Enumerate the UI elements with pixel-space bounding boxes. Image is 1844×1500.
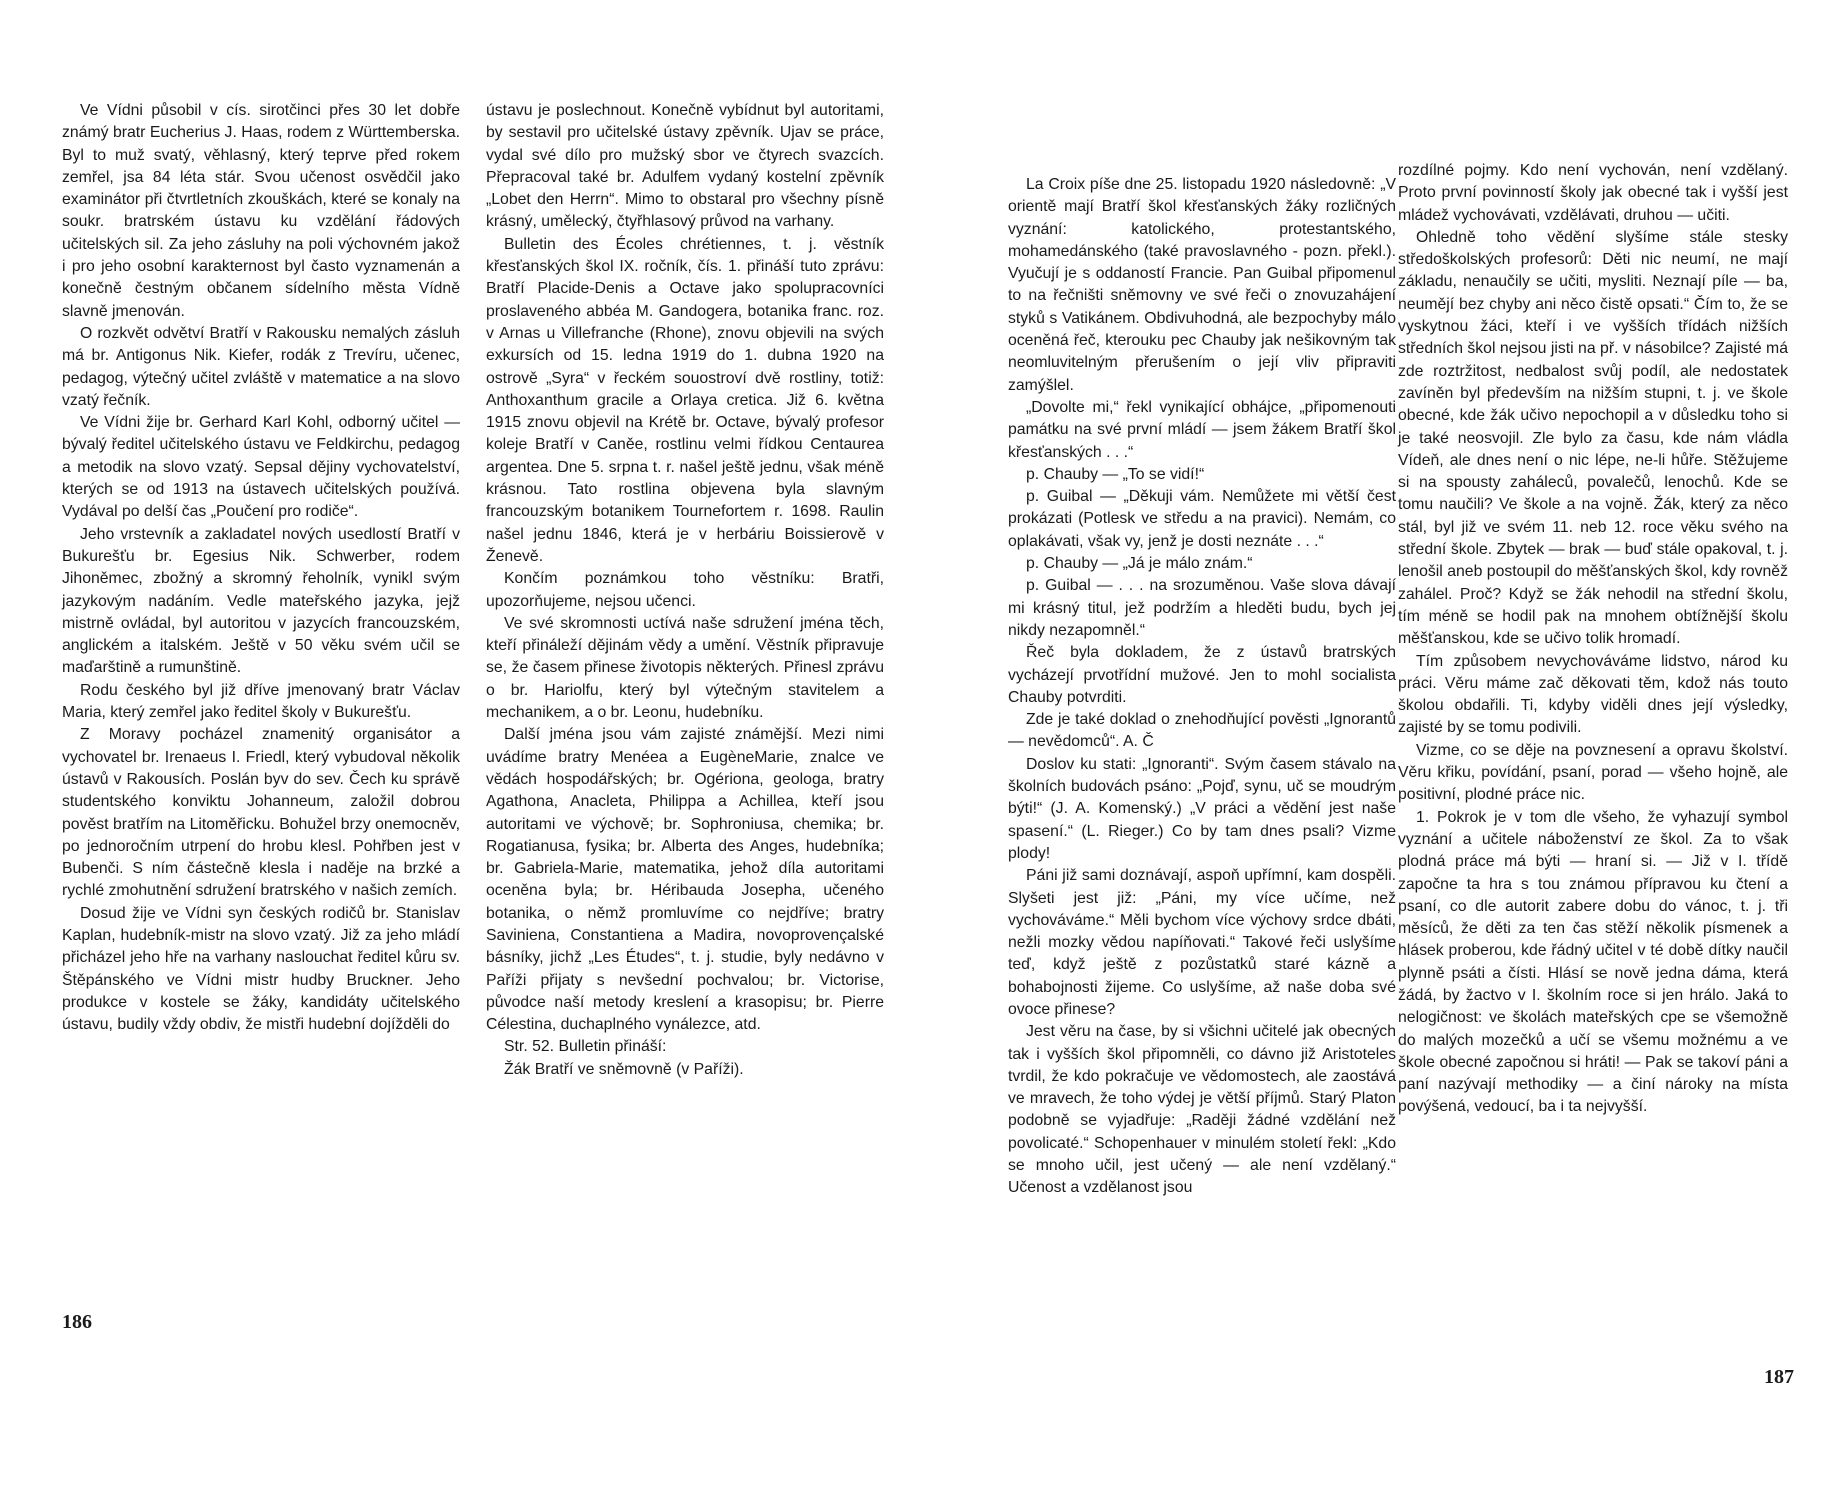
paragraph: „Dovolte mi,“ řekl vynikající obhájce, „připomenouti památku na své první mládí — jsem žákem Bratří škol křesťanských . . .“ [1008, 398, 1396, 461]
paragraph: Ve Vídni působil v cís. sirotčinci přes 30 let dobře známý bratr Eucherius J. Haas, rodem z Württemberska. Byl to muž svatý, věhlasný, který teprve před rokem zemřel, jsa 84 léta stár. Svou učenost osvědčil jako examinátor při čtvrtletních zkouškách, které se konaly na soukr. bratrském ústavu ku vzdělání řádových učitelských sil. Za jeho zásluhy na poli výchovném jakož i pro jeho osobní karakternost byl často vyznamenán a konečně čestným občanem sídelního města Vídně slavně jmenován. [62, 102, 460, 320]
paragraph: Rodu českého byl již dříve jmenovaný bratr Václav Maria, který zemřel jako ředitel školy v Bukurešťu. [62, 681, 460, 722]
page-number: 187 [1764, 1366, 1794, 1388]
paragraph: p. Guibal — „Děkuji vám. Nemůžete mi větší čest prokázati (Potlesk ve středu a na pravici). Nemám, co oplakávati, však vy, jenž je dosti neznáte . . .“ [1008, 488, 1396, 550]
paragraph: Další jména jsou vám zajisté známější. Mezi nimi uvádíme bratry Menéea a EugèneMarie, znalce ve vědách hospodářských; br. Ogériona, geologa, bratry Agathona, Anacleta, Philippa a Achillea, kteří jsou autoritami ve výchově; br. Sophroniusa, chemika; br. Rogatianusa, fysika; br. Alberta des Anges, hudebníka; br. Gabriela-Marie, matematika, jehož díla autoritami oceněna byla; br. Héribauda Josepha, učeného botanika, o němž promluvíme co nejdříve; bratry Saviniena, Constantiena a Madira, novoprovençalské básníky, jichž „Les Études“, t. j. studie, byly nedávno v Paříži přijaty s nevšední pochvalou; br. Victorise, původce naší metody kreslení a krasopisu; br. Pierre Célestina, duchaplného vynálezce, atd. [486, 726, 884, 1034]
paragraph: p. Chauby — „Já je málo znám.“ [1026, 555, 1253, 573]
paragraph: Z Moravy pocházel znamenitý organisátor a vychovatel br. Irenaeus I. Friedl, který vybudoval několik ústavů v Rakousích. Poslán byv do sev. Čech ku správě studentského konviktu Johanneum, založil dobrou pověst bratřím na Litoměřicku. Bohužel brzy onemocněv, po jednoročním utrpení do hrobu klesl. Pohřben jest v Bubenči. S ním částečně klesla i naděje na brzké a rychlé zmohutnění sdružení bratrského v našich zemích. [62, 726, 460, 900]
right-page [922, 0, 1844, 1500]
paragraph: Zde je také doklad o znehodňující pověsti „Ignorantů — nevědomců“. A. Č [1008, 711, 1396, 751]
paragraph: O rozkvět odvětví Bratří v Rakousku nemalých zásluh má br. Antigonus Nik. Kiefer, rodák z Trevíru, učenec, pedagog, výtečný učitel zvláště v matematice a na slovo vzatý řečník. [62, 324, 460, 409]
left-page-column-1 [62, 100, 460, 1036]
paragraph: Končím poznámkou toho věstníku: Bratři, upozorňujeme, nejsou učenci. [486, 570, 884, 610]
paragraph: rozdílné pojmy. Kdo není vychován, není vzdělaný. Proto první povinností školy jak obecné tak i vyšší jest mládež vychovávati, vzdělávati, druhou — učiti. [1398, 162, 1788, 224]
paragraph: Ve své skromnosti uctívá naše sdružení jména těch, kteří přináleží dějinám vědy a umění. Věstník připravuje se, že časem přinese životopis některých. Přinesl zprávu o br. Hariolfu, který byl výtečným stavitelem a mechanikem, a o br. Leonu, hudebníku. [486, 614, 884, 722]
paragraph: Páni již sami doznávají, aspoň upřímní, kam dospěli. Slyšeti jest již: „Páni, my více učíme, než vychováváme.“ Měli bychom více výchovy srdce dbáti, nežli mozky vědou napíňovati.“ Takové řeči uslyšíme teď, když ještě z pozůstatků staré kázně a bohabojnosti žijeme. Co uslyšíme, až naše doba své ovoce přinese? [1008, 867, 1396, 1018]
paragraph: p. Chauby — „To se vidí!“ [1026, 465, 1205, 483]
right-page-column-1 [1008, 174, 1396, 1200]
paragraph: Vizme, co se děje na povznesení a opravu školství. Věru křiku, povídání, psaní, porad — všeho hojně, ale positivní, plodné práce nic. [1398, 741, 1788, 804]
right-page-column-2 [1398, 160, 1788, 1119]
paragraph: Dosud žije ve Vídni syn českých rodičů br. Stanislav Kaplan, hudebník-mistr na slovo vzatý. Již za jeho mládí přicházel jeho hře na varhany naslouchat ředitel kůru sv. Štěpánského ve Vídni mistr hudby Bruckner. Jeho produkce v kostele se žáky, kandidáty učitelského ústavu, budily vždy obdiv, že mistři hudební dojížděli do [62, 904, 460, 1034]
paragraph: Jeho vrstevník a zakladatel nových usedlostí Bratří v Bukurešťu br. Egesius Nik. Schwerber, rodem Jihoněmec, zbožný a skromný řeholník, vynikl svým jazykovým nadáním. Vedle mateřského jazyka, jejž mistrně ovládal, byl autoritou v jazycích francouzském, anglickém a italském. Ještě v 50 věku svém učil se maďarštině a rumunštině. [62, 525, 460, 677]
paragraph: Řeč byla dokladem, že z ústavů bratrských vycházejí prvotřídní mužové. Jen to mohl socialista Chauby potvrditi. [1008, 644, 1396, 706]
paragraph: La Croix píše dne 25. listopadu 1920 následovně: „V orientě mají Bratří škol křesťanských žáky rozličných vyznání: katolického, protestantského, mohamedánského (také pravoslavného - pozn. překl.). Vyučují je s oddaností Francie. Pan Guibal připomenul to na řečništi sněmovny ve své řeči o znovuzahájení styků s Vatikánem. Obdivuhodná, ale bezpochyby málo oceněná řeč, kterouku pec Chauby jak nešikovným tak neomluvitelným přerušením o její vliv připraviti zamýšlel. [1008, 176, 1396, 394]
paragraph: 1. Pokrok je v tom dle všeho, že vyhazují symbol vyznání a učitele náboženství ze škol. Za to však plodná práce má býti — hraní si. — Již v I. třídě započne ta hra s tou známou přípravou ku čtení a psaní, co dle autorit zabere dobu do vánoc, t. j. tři měsíců, že děti za ten čas stěží několik písmenek a hlásek proberou, kde řádný učitel v té době dítky naučil plynně psáti a čísti. Hlásí se nově jedna dáma, která žádá, by žactvo v I. školním roce si jen hrálo. Jaká to nelogičnost: ve školách mateřských cpe se všemožně do malých mozečků a učí se všemu možnému a ve škole obecné započnou si hráti! — Pak se takoví páni a paní nazývají methodiky — a činí nároky na místa povýšená, vedoucí, ba i ta nejvyšší. [1398, 808, 1788, 1116]
paragraph: Ve Vídni žije br. Gerhard Karl Kohl, odborný učitel — bývalý ředitel učitelského ústavu ve Feldkirchu, pedagog a metodik na slovo vzatý. Sepsal dějiny vychovatelství, kterých se od 1913 na ústavech učitelských používá. Vydával po delší čas „Poučení pro rodiče“. [62, 414, 460, 521]
paragraph: Ohledně toho vědění slyšíme stále stesky středoškolských profesorů: Děti nic neumí, ne mají základu, nenaučily se učiti, mysliti. Neznají píle — ba, neumějí bez chyby ani něco čistě opsati.“ Čím to, že se vyskytnou žáci, kteří i ve vyšších třídách nižších středních škol nejsou jisti na př. v násobilce? Zajisté má zde roztržitost, nedbalost svůj podíl, ale nedostatek zavíněn byl především na nižším stupni, t. j. ve škole obecné, kde žák učivo nepochopil a v důsledku toho si je také neosvojil. Zle bylo za času, kde nám vládla Vídeň, ale dnes není o nic lépe, ne-li hůře. Stěžujeme si na spousty zaháleců, povalečů, lenochů. Kde se tomu naučili? Ve škole a na vojně. Žák, který za něco stál, byl již ve svém 11. neb 12. roce věku svého na střední škole. Zbytek — brak — buď stále opakoval, t. j. lenošil aneb postoupil do měšťanských škol, kdy rovněž zahálel. Proč? Když se žák nehodil na střední školu, tím méně se hodil pak na mnohem obtížnější školu měšťanskou, kde se učivo tolik hromadí. [1398, 228, 1788, 648]
paragraph: Bulletin des Écoles chrétiennes, t. j. věstník křesťanských škol IX. ročník, čís. 1. přináší tuto zprávu: Bratří Placide-Denis a Octave jako spolupracovníci proslaveného abbéa M. Gandogera, botanika franc. roz. v Arnas u Villefranche (Rhone), znovu objevili na svých exkursích od 15. ledna 1919 do 1. dubna 1920 na ostrově „Syra“ v řeckém souostroví dvě rostliny, totiž: Anthoxanthum gracile a Orlaya cretica. Již 6. května 1915 znovu objevil na Krétě br. Octave, bývalý profesor koleje Bratří v Caněe, rostlinu velmi řídkou Centaurea argentea. Dne 5. srpna t. r. našel ještě jednu, však méně krásnou. Tato rostlina objevena byla slavným francouzským botanikem Tournefortem r. 1698. Raulin našel jednu 1846, která je v herbáriu Boissierově v Ženevě. [486, 235, 884, 565]
paragraph: Tím způsobem nevychováváme lidstvo, národ ku práci. Věru máme zač děkovati těm, kdož nás touto školou obdařili. Ti, kdyby viděli dnes její výsledky, zajisté by se tomu podivili. [1398, 652, 1788, 737]
page-number: 186 [62, 1311, 92, 1333]
paragraph: ústavu je poslechnout. Konečně vybídnut byl autoritami, by sestavil pro učitelské ústavy zpěvník. Ujav se práce, vydal své dílo pro mužský sbor ve čtyrech svazcích. Přepracoval také br. Adulfem vydaný kostelní zpěvník „Lobet den Herrn“. Mimo to obstaral pro všechny písně krásný, umělecký, čtyřhlasový průvod na varhany. [486, 102, 884, 231]
paragraph: Doslov ku stati: „Ignoranti“. Svým časem stávalo na školních budovách psáno: „Pojď, synu, uč se moudrým býti!“ (J. A. Komenský.) „V práci a vědění jest naše spasení.“ (L. Rieger.) Co by tam dnes psali? Vizme plody! [1008, 755, 1396, 862]
paragraph: p. Guibal — . . . na srozuměnou. Vaše slova dávají mi krásný titul, jež podržím a hleděti budu, bych jej nikdy nezapomněl.“ [1008, 577, 1396, 639]
paragraph: Str. 52. Bulletin přináší: [504, 1038, 667, 1056]
left-page-column-2 [486, 100, 884, 1081]
paragraph: Žák Bratří ve sněmovně (v Paříži). [504, 1060, 744, 1078]
paragraph: Jest věru na čase, by si všichni učitelé jak obecných tak i vyšších škol připomněli, co dávno již Aristoteles tvrdil, že kdo pokračuje ve vědomostech, ale zaostává ve mravech, že toho výdej je větší příjmů. Starý Platon podobně se vyjadřuje: „Raději žádné vzdělání než povolicaté.“ Schopenhauer v minulém století řekl: „Kdo se mnoho učil, jest učený — ale není vzdělaný.“ Učenost a vzdělanost jsou [1008, 1023, 1396, 1197]
